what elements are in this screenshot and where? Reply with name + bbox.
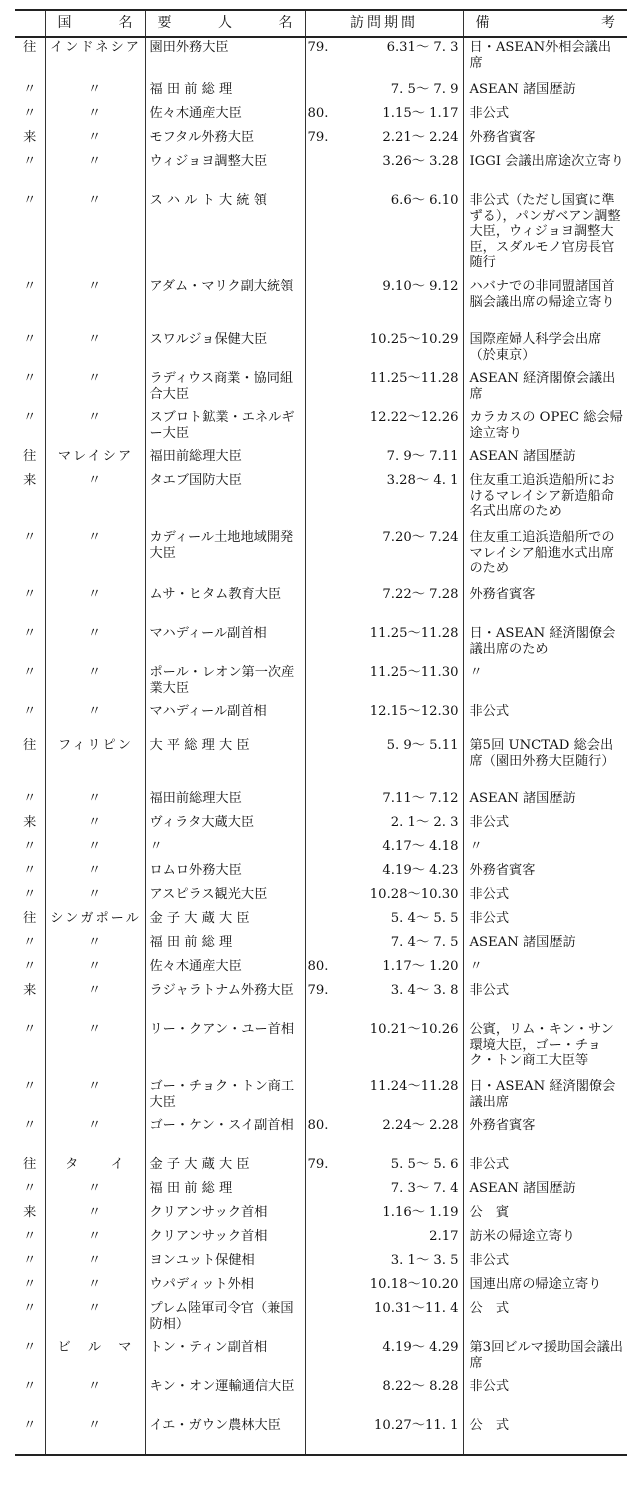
dates-cell: 2.24〜 2.28 [382, 1118, 459, 1133]
table-row [15, 1020, 627, 1077]
table-row [15, 369, 627, 408]
year-cell [305, 1020, 335, 1077]
person-cell: 〃 [145, 837, 305, 861]
person-cell: アダム・マリク副大統領 [145, 277, 305, 330]
dates-cell: 3. 4〜 3. 8 [390, 983, 459, 998]
direction-cell: 〃 [23, 1118, 37, 1133]
country-cell: 〃 [45, 861, 145, 885]
table-row [15, 1251, 627, 1275]
person-cell: ウィジョヨ調整大臣 [145, 152, 305, 191]
person-cell: 佐々木通産大臣 [145, 957, 305, 981]
dates-cell: 11.25〜11.28 [369, 626, 459, 641]
asean-official-visits-table [15, 9, 627, 1456]
dates-cell: 3. 1〜 3. 5 [390, 1253, 459, 1268]
year-cell [305, 408, 335, 447]
year-cell [305, 1077, 335, 1116]
table-row [15, 277, 627, 330]
direction-cell: 〃 [23, 704, 37, 719]
person-cell: 佐々木通産大臣 [145, 104, 305, 128]
table-row [15, 885, 627, 909]
country-cell: タ イ [45, 1155, 145, 1179]
dates-cell: 1.17〜 1.20 [382, 959, 459, 974]
country-cell: 〃 [45, 813, 145, 837]
remarks-cell: IGGI 会議出席途次立寄り [463, 152, 627, 191]
direction-cell: 〃 [23, 1022, 37, 1037]
table-row [15, 1299, 627, 1338]
person-cell: ス ハ ル ト 大 統 領 [145, 191, 305, 277]
dates-cell: 4.19〜 4.29 [382, 1340, 459, 1355]
remarks-cell: ASEAN 諸国歴訪 [463, 1179, 627, 1203]
table-row [15, 1416, 627, 1455]
remarks-cell: 外務省賓客 [463, 1116, 627, 1155]
dates-cell: 11.24〜11.28 [369, 1079, 459, 1094]
person-cell: ウパディット外相 [145, 1275, 305, 1299]
table-row [15, 1155, 627, 1179]
year-cell: 79. [305, 128, 335, 152]
person-cell: マハディール副首相 [145, 624, 305, 663]
person-cell: 金 子 大 蔵 大 臣 [145, 1155, 305, 1179]
direction-cell: 〃 [23, 1229, 37, 1244]
country-cell: 〃 [45, 957, 145, 981]
country-cell: 〃 [45, 885, 145, 909]
year-cell [305, 663, 335, 702]
country-cell: 〃 [45, 1179, 145, 1203]
country-cell: 〃 [45, 408, 145, 447]
year-cell [305, 191, 335, 277]
person-cell: ゴー・チョク・トン商工大臣 [145, 1077, 305, 1116]
table-row [15, 191, 627, 277]
direction-cell: 来 [23, 130, 37, 145]
table-row [15, 1179, 627, 1203]
remarks-cell: 住友重工追浜造船所におけるマレイシア新造船命名式出席のため [463, 471, 627, 528]
header-period: 訪問期間 [305, 10, 463, 37]
remarks-cell: 日・ASEAN 経済閣僚会議出席のため [463, 624, 627, 663]
person-cell: 福田前総理大臣 [145, 447, 305, 471]
person-cell: アスピラス観光大臣 [145, 885, 305, 909]
direction-cell: 〃 [23, 1340, 37, 1355]
person-cell: 大 平 総 理 大 臣 [145, 736, 305, 789]
table-row [15, 981, 627, 1020]
remarks-cell: ASEAN 諸国歴訪 [463, 789, 627, 813]
dates-cell: 6.6〜 6.10 [390, 193, 459, 208]
remarks-cell: 非公式 [463, 702, 627, 736]
dates-cell: 3.28〜 4. 1 [386, 473, 459, 488]
dates-cell: 10.31〜11. 4 [374, 1301, 459, 1316]
year-cell [305, 585, 335, 624]
direction-cell: 往 [23, 40, 37, 55]
remarks-cell: 非公式 [463, 981, 627, 1020]
person-cell: モフタル外務大臣 [145, 128, 305, 152]
direction-cell: 〃 [23, 1181, 37, 1196]
person-cell: クリアンサック首相 [145, 1203, 305, 1227]
dates-cell: 9.10〜 9.12 [382, 279, 459, 294]
country-cell: 〃 [45, 933, 145, 957]
person-cell: トン・ティン副首相 [145, 1338, 305, 1377]
visits-table-container [15, 9, 627, 1456]
dates-cell: 7. 3〜 7. 4 [390, 1181, 459, 1196]
person-cell: プレム陸軍司令官（兼国防相） [145, 1299, 305, 1338]
remarks-cell: 非公式（ただし国賓に準ずる），パンガベアン調整大臣，ウィジョヨ調整大臣，スダルモノ官房長官随行 [463, 191, 627, 277]
dates-cell: 2. 1〜 2. 3 [390, 815, 459, 830]
country-cell: 〃 [45, 152, 145, 191]
remarks-cell: 非公式 [463, 1251, 627, 1275]
year-cell [305, 1275, 335, 1299]
remarks-cell: 公賓，リム・キン・サン環境大臣，ゴー・チョク・トン商工大臣等 [463, 1020, 627, 1077]
dates-cell: 10.18〜10.20 [369, 1277, 459, 1292]
table-row [15, 447, 627, 471]
remarks-cell: 外務省賓客 [463, 128, 627, 152]
remarks-cell: ASEAN 経済閣僚会議出席 [463, 369, 627, 408]
year-cell [305, 624, 335, 663]
direction-cell: 〃 [23, 863, 37, 878]
year-cell [305, 813, 335, 837]
person-cell: クリアンサック首相 [145, 1227, 305, 1251]
dates-cell: 2.21〜 2.24 [382, 130, 459, 145]
table-row [15, 1227, 627, 1251]
table-row [15, 128, 627, 152]
header-country: 国 名 [45, 10, 145, 37]
table-row [15, 736, 627, 789]
remarks-cell: 外務省賓客 [463, 585, 627, 624]
table-row [15, 152, 627, 191]
person-cell: カディール土地地域開発大臣 [145, 528, 305, 585]
remarks-cell: 日・ASEAN外相会議出席 [463, 37, 627, 80]
direction-cell: 〃 [23, 626, 37, 641]
table-row [15, 1116, 627, 1155]
year-cell [305, 80, 335, 104]
table-row [15, 1203, 627, 1227]
person-cell: タエブ国防大臣 [145, 471, 305, 528]
year-cell [305, 369, 335, 408]
country-cell: 〃 [45, 330, 145, 369]
table-row [15, 1377, 627, 1416]
header-person: 要 人 名 [145, 10, 305, 37]
direction-cell: 〃 [23, 935, 37, 950]
table-row [15, 471, 627, 528]
dates-cell: 5. 9〜 5.11 [386, 738, 459, 753]
country-cell: 〃 [45, 1416, 145, 1455]
direction-cell: 往 [23, 1157, 37, 1172]
country-cell: マレイシア [45, 447, 145, 471]
direction-cell: 〃 [23, 839, 37, 854]
year-cell: 79. [305, 37, 335, 80]
remarks-cell: 〃 [463, 837, 627, 861]
person-cell: 福 田 前 総 理 [145, 80, 305, 104]
country-cell: 〃 [45, 80, 145, 104]
person-cell: 園田外務大臣 [145, 37, 305, 80]
person-cell: マハディール副首相 [145, 702, 305, 736]
person-cell: ロムロ外務大臣 [145, 861, 305, 885]
year-cell [305, 789, 335, 813]
dates-cell: 7. 9〜 7.11 [386, 449, 459, 464]
direction-cell: 〃 [23, 371, 37, 386]
remarks-cell: 非公式 [463, 1377, 627, 1416]
year-cell [305, 1416, 335, 1455]
remarks-cell: 国連出席の帰途立寄り [463, 1275, 627, 1299]
year-cell [305, 1299, 335, 1338]
person-cell: ゴー・ケン・スイ副首相 [145, 1116, 305, 1155]
direction-cell: 〃 [23, 410, 37, 425]
dates-cell: 10.28〜10.30 [369, 887, 459, 902]
country-cell: 〃 [45, 1299, 145, 1338]
year-cell: 79. [305, 1155, 335, 1179]
remarks-cell: ハバナでの非同盟諸国首脳会議出席の帰途立寄り [463, 277, 627, 330]
year-cell [305, 909, 335, 933]
person-cell: スブロト鉱業・エネルギー大臣 [145, 408, 305, 447]
year-cell [305, 885, 335, 909]
direction-cell: 〃 [23, 279, 37, 294]
person-cell: ヴィラタ大蔵大臣 [145, 813, 305, 837]
table-row [15, 408, 627, 447]
year-cell: 80. [305, 104, 335, 128]
direction-cell: 〃 [23, 82, 37, 97]
direction-cell: 〃 [23, 1379, 37, 1394]
remarks-cell: 外務省賓客 [463, 861, 627, 885]
person-cell: 福田前総理大臣 [145, 789, 305, 813]
country-cell: 〃 [45, 191, 145, 277]
dates-cell: 6.31〜 7. 3 [386, 40, 459, 55]
remarks-cell: カラカスの OPEC 総会帰途立寄り [463, 408, 627, 447]
person-cell: 福 田 前 総 理 [145, 933, 305, 957]
person-cell: キン・オン運輸通信大臣 [145, 1377, 305, 1416]
dates-cell: 1.15〜 1.17 [382, 106, 459, 121]
dates-cell: 7. 5〜 7. 9 [390, 82, 459, 97]
dates-cell: 2.17 [429, 1229, 459, 1244]
direction-cell: 〃 [23, 106, 37, 121]
table-row [15, 957, 627, 981]
country-cell: 〃 [45, 789, 145, 813]
person-cell: リー・クアン・ユー首相 [145, 1020, 305, 1077]
country-cell: フィリピン [45, 736, 145, 789]
table-row [15, 861, 627, 885]
direction-cell: 来 [23, 473, 37, 488]
table-row [15, 933, 627, 957]
country-cell: インドネシア [45, 37, 145, 80]
table-row [15, 1077, 627, 1116]
year-cell [305, 330, 335, 369]
person-cell: ラディウス商業・協同組合大臣 [145, 369, 305, 408]
direction-cell: 往 [23, 738, 37, 753]
direction-cell: 〃 [23, 1301, 37, 1316]
dates-cell: 4.17〜 4.18 [382, 839, 459, 854]
year-cell [305, 471, 335, 528]
year-cell: 80. [305, 1116, 335, 1155]
dates-cell: 7. 4〜 7. 5 [390, 935, 459, 950]
dates-cell: 1.16〜 1.19 [382, 1205, 459, 1220]
table-row [15, 104, 627, 128]
country-cell: 〃 [45, 1203, 145, 1227]
remarks-cell: 非公式 [463, 909, 627, 933]
direction-cell: 〃 [23, 1079, 37, 1094]
person-cell: イエ・ガウン農林大臣 [145, 1416, 305, 1455]
direction-cell: 来 [23, 983, 37, 998]
direction-cell: 〃 [23, 665, 37, 680]
direction-cell: 〃 [23, 791, 37, 806]
direction-cell: 往 [23, 449, 37, 464]
country-cell: 〃 [45, 369, 145, 408]
person-cell: 金 子 大 蔵 大 臣 [145, 909, 305, 933]
country-cell: 〃 [45, 624, 145, 663]
table-row [15, 624, 627, 663]
dates-cell: 5. 5〜 5. 6 [390, 1157, 459, 1172]
table-row [15, 585, 627, 624]
direction-cell: 〃 [23, 1253, 37, 1268]
country-cell: 〃 [45, 702, 145, 736]
dates-cell: 8.22〜 8.28 [382, 1379, 459, 1394]
country-cell: 〃 [45, 471, 145, 528]
country-cell: 〃 [45, 528, 145, 585]
year-cell [305, 702, 335, 736]
header-row [15, 10, 627, 37]
country-cell: 〃 [45, 1377, 145, 1416]
remarks-cell: ASEAN 諸国歴訪 [463, 447, 627, 471]
remarks-cell: 第3回ビルマ援助国会議出席 [463, 1338, 627, 1377]
country-cell: 〃 [45, 837, 145, 861]
year-cell [305, 1251, 335, 1275]
person-cell: ラジャラトナム外務大臣 [145, 981, 305, 1020]
dates-cell: 11.25〜11.30 [369, 665, 459, 680]
direction-cell: 往 [23, 911, 37, 926]
country-cell: 〃 [45, 663, 145, 702]
remarks-cell: 非公式 [463, 104, 627, 128]
dates-cell: 7.22〜 7.28 [382, 587, 459, 602]
person-cell: 福 田 前 総 理 [145, 1179, 305, 1203]
dates-cell: 7.20〜 7.24 [382, 530, 459, 545]
year-cell [305, 1338, 335, 1377]
dates-cell: 12.22〜12.26 [369, 410, 459, 425]
direction-cell: 来 [23, 815, 37, 830]
country-cell: 〃 [45, 981, 145, 1020]
header-direction [15, 10, 45, 37]
country-cell: 〃 [45, 128, 145, 152]
dates-cell: 5. 4〜 5. 5 [390, 911, 459, 926]
person-cell: スワルジョ保健大臣 [145, 330, 305, 369]
year-cell [305, 152, 335, 191]
direction-cell: 〃 [23, 887, 37, 902]
year-cell: 79. [305, 981, 335, 1020]
remarks-cell: 非公式 [463, 813, 627, 837]
remarks-cell: 非公式 [463, 1155, 627, 1179]
year-cell [305, 736, 335, 789]
country-cell: 〃 [45, 1020, 145, 1077]
remarks-cell: 国際産婦人科学会出席（於東京） [463, 330, 627, 369]
country-cell: シンガポール [45, 909, 145, 933]
table-body [15, 37, 627, 1455]
country-cell: ビ ル マ [45, 1338, 145, 1377]
country-cell: 〃 [45, 1251, 145, 1275]
year-cell [305, 528, 335, 585]
direction-cell: 〃 [15, 1416, 45, 1455]
direction-cell: 〃 [23, 193, 37, 208]
direction-cell: 〃 [23, 530, 37, 545]
header-remarks: 備 考 [463, 10, 627, 37]
remarks-cell: 訪米の帰途立寄り [463, 1227, 627, 1251]
table-row [15, 702, 627, 736]
direction-cell: 〃 [23, 154, 37, 169]
direction-cell: 〃 [23, 587, 37, 602]
year-cell [305, 1203, 335, 1227]
country-cell: 〃 [45, 277, 145, 330]
dates-cell: 10.25〜10.29 [369, 332, 459, 347]
year-cell [305, 1227, 335, 1251]
dates-cell: 11.25〜11.28 [369, 371, 459, 386]
dates-cell: 12.15〜12.30 [369, 704, 459, 719]
country-cell: 〃 [45, 1077, 145, 1116]
year-cell [305, 861, 335, 885]
person-cell: ムサ・ヒタム教育大臣 [145, 585, 305, 624]
table-row [15, 663, 627, 702]
table-row [15, 909, 627, 933]
country-cell: 〃 [45, 585, 145, 624]
person-cell: ヨンユット保健相 [145, 1251, 305, 1275]
country-cell: 〃 [45, 1275, 145, 1299]
country-cell: 〃 [45, 104, 145, 128]
remarks-cell: ASEAN 諸国歴訪 [463, 933, 627, 957]
table-row [15, 80, 627, 104]
remarks-cell: 日・ASEAN 経済閣僚会議出席 [463, 1077, 627, 1116]
remarks-cell: 〃 [463, 957, 627, 981]
remarks-cell: 住友重工追浜造船所でのマレイシア船進水式出席のため [463, 528, 627, 585]
table-row [15, 789, 627, 813]
direction-cell: 〃 [23, 959, 37, 974]
dates-cell: 4.19〜 4.23 [382, 863, 459, 878]
table-row [15, 1275, 627, 1299]
year-cell [305, 933, 335, 957]
year-cell [305, 447, 335, 471]
person-cell: ポール・レオン第一次産業大臣 [145, 663, 305, 702]
remarks-cell: 第5回 UNCTAD 総会出席（園田外務大臣随行） [463, 736, 627, 789]
table-row [15, 528, 627, 585]
remarks-cell: 公 賓 [463, 1203, 627, 1227]
direction-cell: 来 [23, 1205, 37, 1220]
year-cell: 80. [305, 957, 335, 981]
table-row [15, 813, 627, 837]
year-cell [305, 1179, 335, 1203]
table-row [15, 1338, 627, 1377]
year-cell [305, 837, 335, 861]
table-row [15, 37, 627, 80]
year-cell [305, 277, 335, 330]
dates-cell: 7.11〜 7.12 [382, 791, 459, 806]
country-cell: 〃 [45, 1227, 145, 1251]
dates-cell: 10.27〜11. 1 [335, 1416, 463, 1455]
remarks-cell: 〃 [463, 663, 627, 702]
remarks-cell: 非公式 [463, 885, 627, 909]
direction-cell: 〃 [23, 332, 37, 347]
remarks-cell: 公 式 [463, 1299, 627, 1338]
dates-cell: 3.26〜 3.28 [382, 154, 459, 169]
remarks-cell: ASEAN 諸国歴訪 [463, 80, 627, 104]
remarks-cell: 公 式 [463, 1416, 627, 1455]
table-row [15, 837, 627, 861]
direction-cell: 〃 [23, 1277, 37, 1292]
table-header [15, 10, 627, 37]
table-row [15, 330, 627, 369]
dates-cell: 10.21〜10.26 [369, 1022, 459, 1037]
year-cell [305, 1377, 335, 1416]
country-cell: 〃 [45, 1116, 145, 1155]
